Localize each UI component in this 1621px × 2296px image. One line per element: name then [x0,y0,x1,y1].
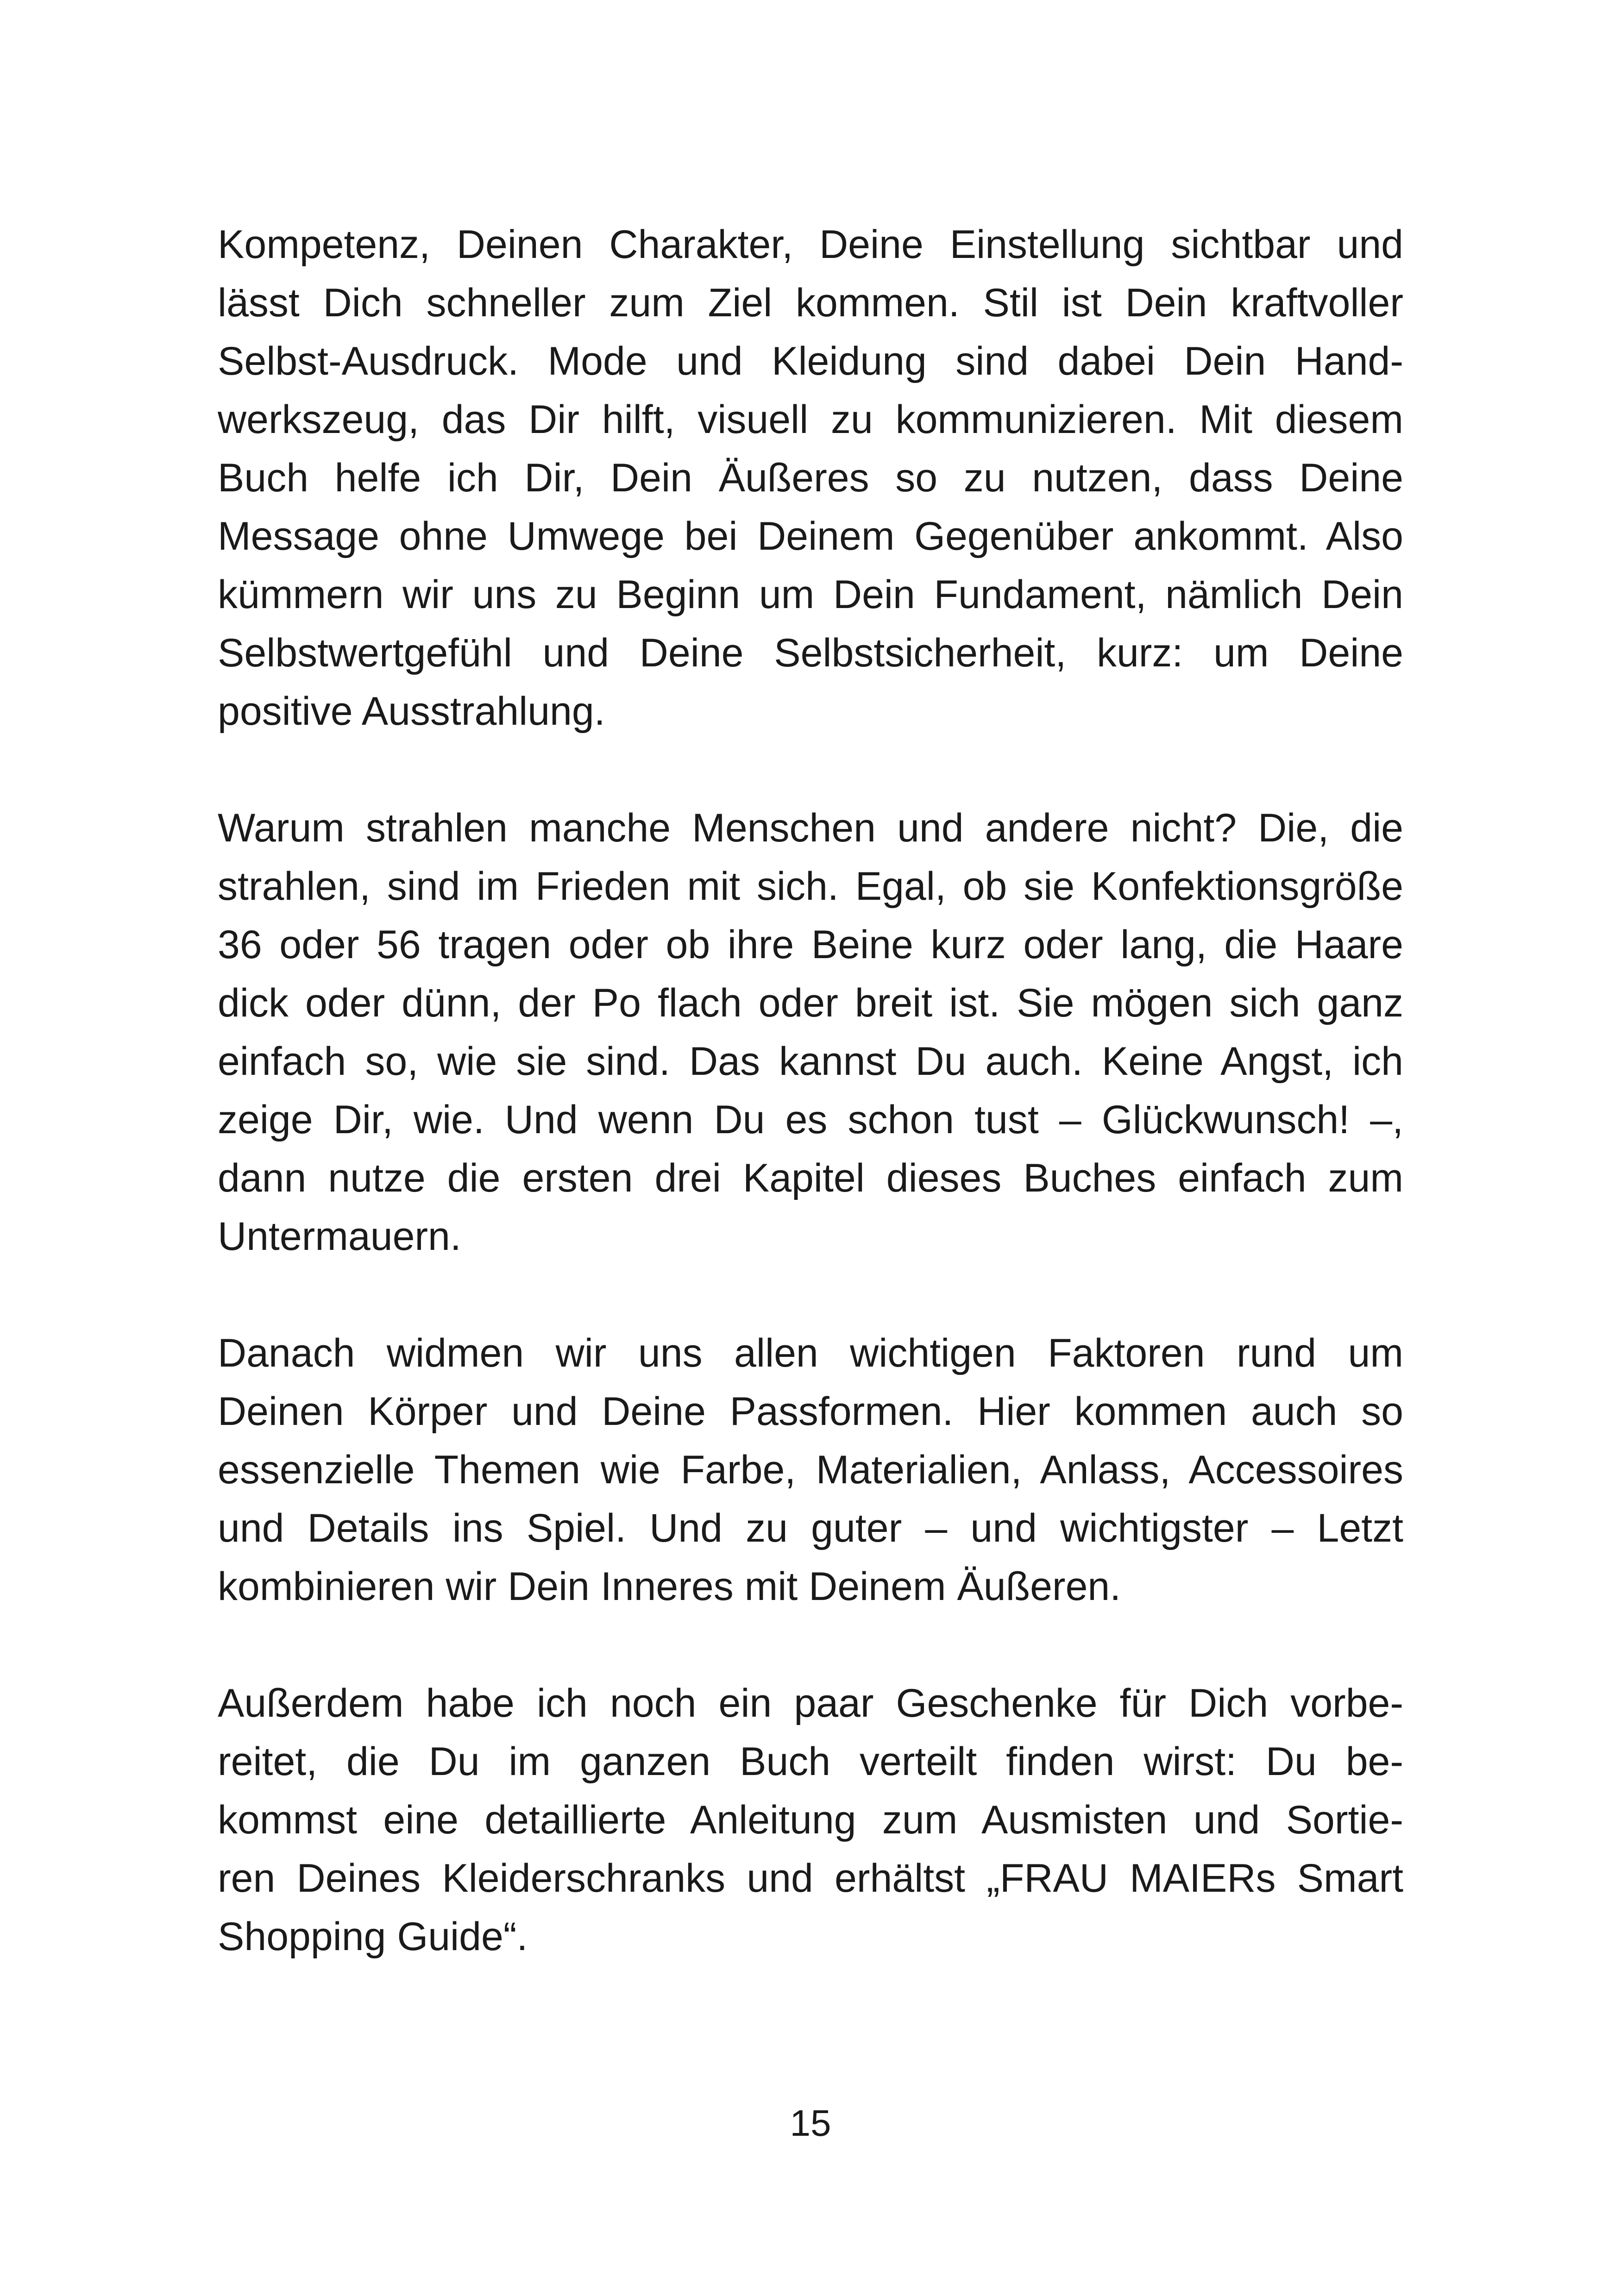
text-line: kommst eine detaillierte Anleitung zum Ausmisten und Sortie- [218,1798,1403,1842]
text-line: Selbst-Ausdruck. Mode und Kleidung sind dabei Dein Hand- [218,339,1403,383]
text-line: Kompetenz, Deinen Charakter, Deine Einstellung sichtbar und [218,222,1403,267]
text-line: strahlen, sind im Frieden mit sich. Egal, ob sie Konfektionsgröße [218,864,1403,909]
paragraph-4 [218,1674,1403,1966]
text-line: dann nutze die ersten drei Kapitel dieses Buches einfach zum [218,1156,1403,1200]
paragraph-3 [218,1324,1403,1616]
text-line: Shopping Guide“. [218,1914,528,1959]
body-text [218,215,1403,2024]
text-line: ren Deines Kleiderschranks und erhältst „FRAU MAIERs Smart [218,1856,1403,1901]
text-line: einfach so, wie sie sind. Das kannst Du auch. Keine Angst, ich [218,1039,1403,1084]
text-line: Message ohne Umwege bei Deinem Gegenüber ankommt. Also [218,514,1403,558]
paragraph-1 [218,215,1403,740]
text-line: Warum strahlen manche Menschen und andere nicht? Die, die [218,806,1403,850]
text-line: lässt Dich schneller zum Ziel kommen. Stil ist Dein kraftvoller [218,281,1403,325]
text-line: Buch helfe ich Dir, Dein Äußeres so zu nutzen, dass Deine [218,456,1403,500]
text-line: Selbstwertgefühl und Deine Selbstsicherheit, kurz: um Deine [218,631,1403,675]
text-line: kombinieren wir Dein Inneres mit Deinem Äußeren. [218,1564,1121,1609]
text-line: reitet, die Du im ganzen Buch verteilt finden wirst: Du be- [218,1739,1403,1784]
text-line: kümmern wir uns zu Beginn um Dein Fundament, nämlich Dein [218,572,1403,617]
text-line: positive Ausstrahlung. [218,689,605,734]
text-line: Danach widmen wir uns allen wichtigen Faktoren rund um [218,1331,1403,1375]
text-line: dick oder dünn, der Po flach oder breit ist. Sie mögen sich ganz [218,981,1403,1025]
text-line: Deinen Körper und Deine Passformen. Hier kommen auch so [218,1389,1403,1434]
text-line: werkszeug, das Dir hilft, visuell zu kommunizieren. Mit diesem [218,397,1403,442]
page-number: 15 [790,2102,831,2144]
paragraph-2 [218,799,1403,1266]
text-line: und Details ins Spiel. Und zu guter – und wichtigster – Letzt [218,1506,1403,1550]
text-line: 36 oder 56 tragen oder ob ihre Beine kurz oder lang, die Haare [218,922,1403,967]
text-line: Untermauern. [218,1214,461,1259]
text-line: essenzielle Themen wie Farbe, Materialien, Anlass, Accessoires [218,1448,1403,1492]
text-line: zeige Dir, wie. Und wenn Du es schon tust – Glückwunsch! –, [218,1098,1403,1142]
text-line: Außerdem habe ich noch ein paar Geschenke für Dich vorbe- [218,1681,1403,1725]
